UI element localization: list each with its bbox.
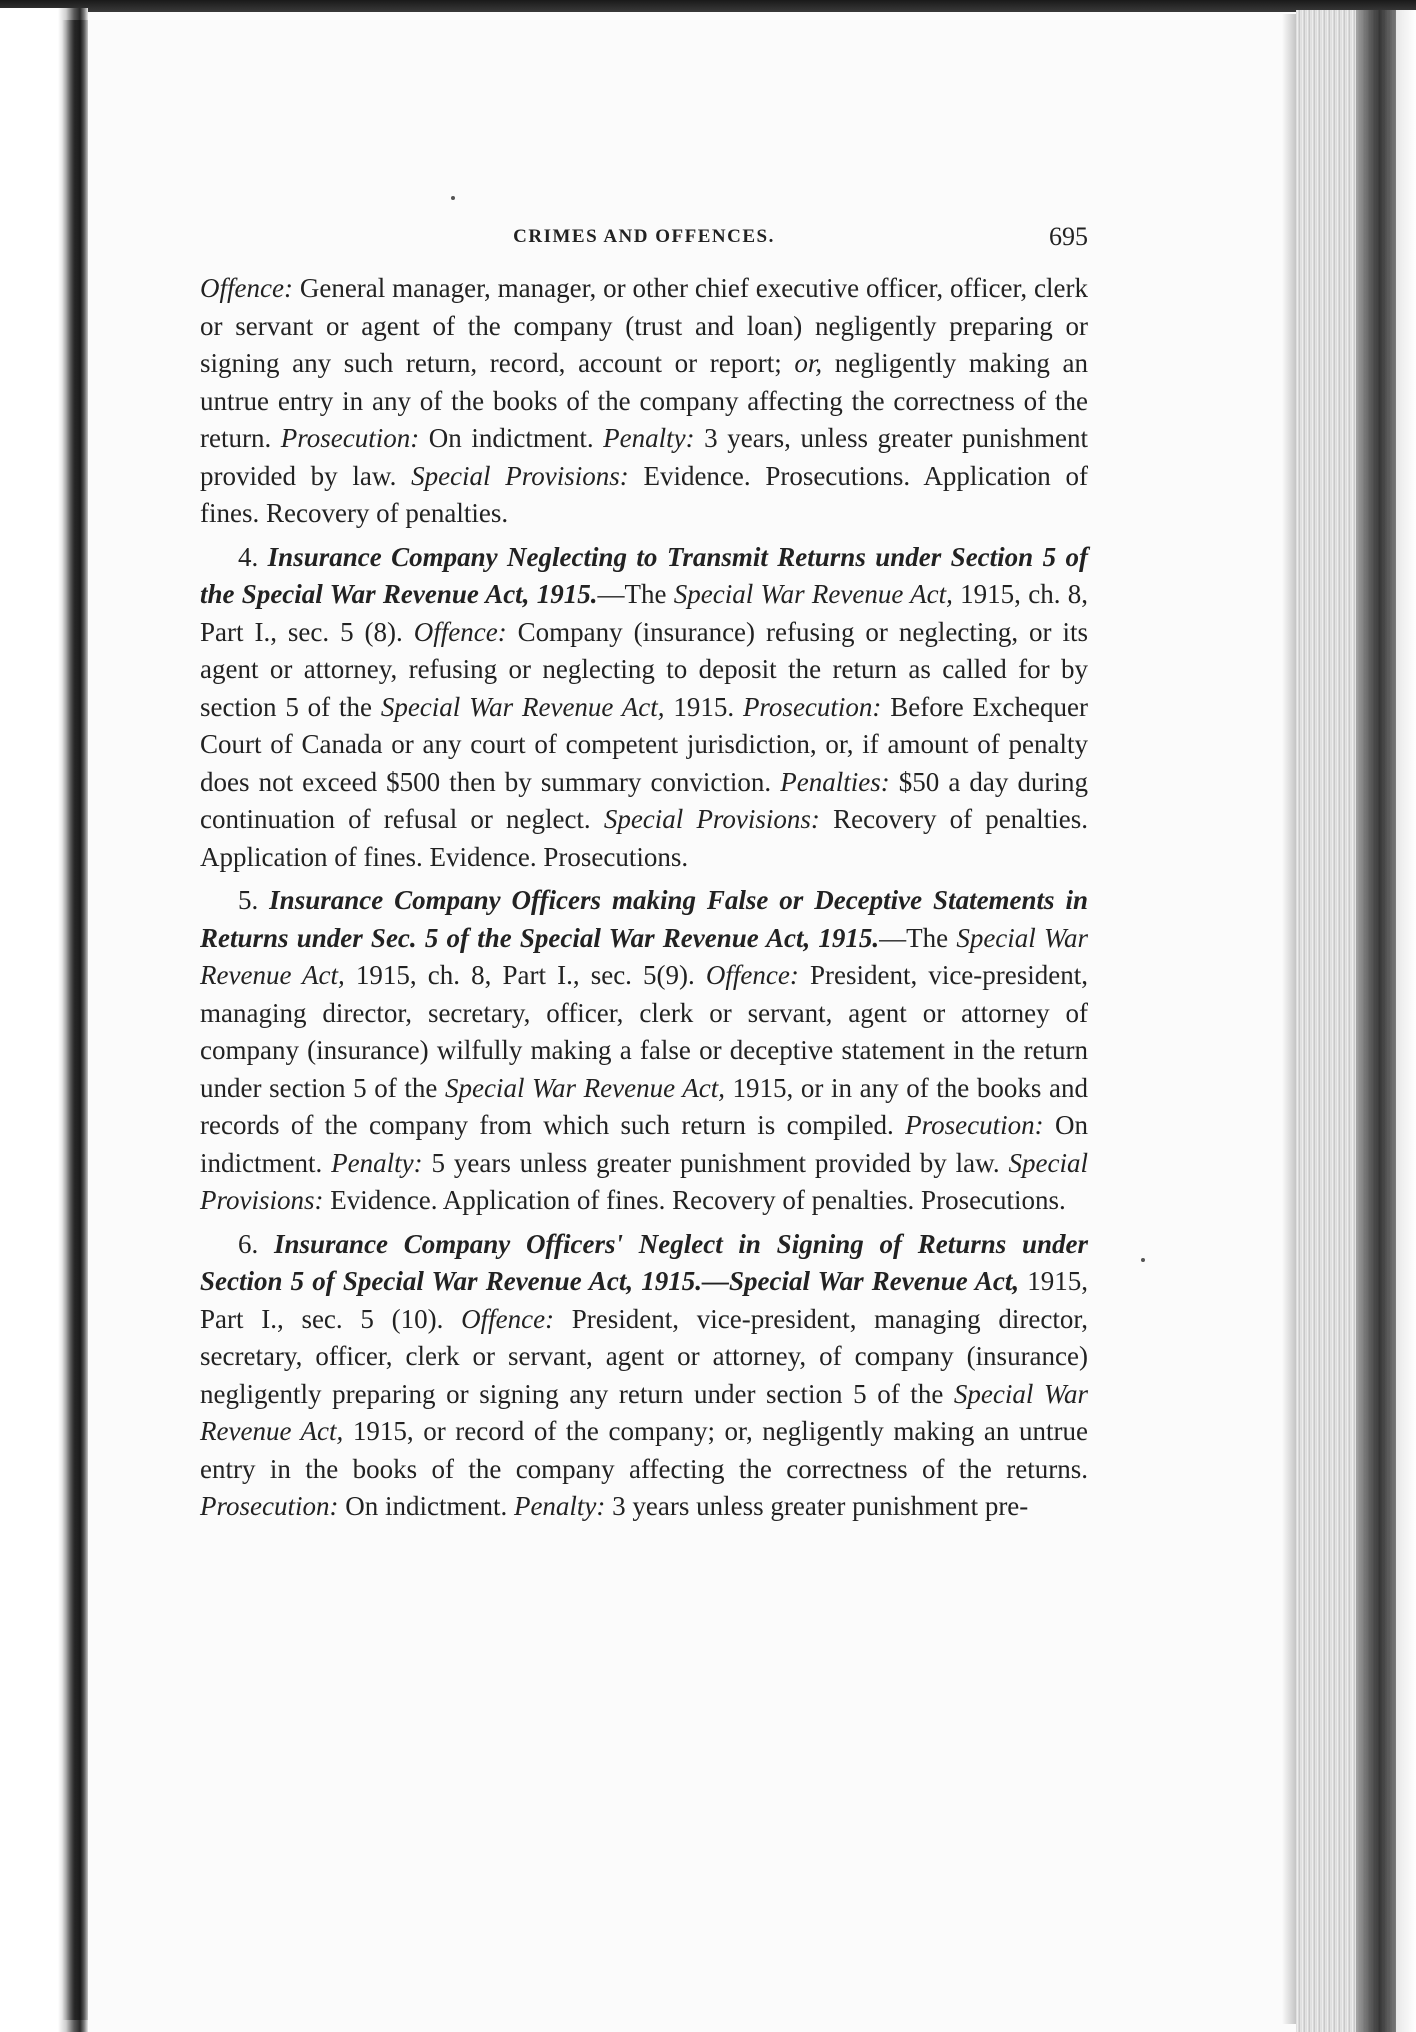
text-run: 1915, Part I., sec. 5 (10). xyxy=(200,1266,1088,1334)
running-head-title: CRIMES AND OFFENCES. xyxy=(513,226,775,247)
text-run: $50 a day during continuation of refusal or neglect. xyxy=(200,766,1088,834)
book-page xyxy=(200,220,1088,1526)
top-border xyxy=(0,0,1416,12)
text-run: General manager, manager, or other chief executive officer, officer, clerk or servant or agent of the company (trust and loan) negligently preparing or signing any such return, record, account or report; xyxy=(200,273,1088,378)
italic-text-run: Penalty: xyxy=(331,1147,423,1178)
text-run: 1915, or record of the company; or, negligently making an untrue entry in the books of the company affecting the correctness of the returns. xyxy=(200,1416,1088,1484)
text-run: 6. xyxy=(238,1228,274,1259)
text-run: President, vice-president, managing director, secretary, officer, clerk or servant, agent or attorney, of company (insurance) negligently preparing or signing any return under section 5 of the xyxy=(200,1303,1088,1409)
italic-text-run: Special Provisions: xyxy=(603,804,820,834)
gutter-shadow xyxy=(62,20,88,2020)
italic-text-run: Offence: xyxy=(705,960,799,990)
italic-text-run: Special Provisions: xyxy=(411,460,629,491)
italic-text-run: Prosecution: xyxy=(280,423,420,453)
text-run: 1915, ch. 8, Part I., sec. 5(9). xyxy=(344,960,706,990)
text-run: Company (insurance) refusing or neglecting, or its agent or attorney, refusing or neglecting to deposit the return as called for by section 5 of the xyxy=(200,616,1088,722)
text-run: 4. xyxy=(238,541,268,572)
italic-text-run: Special War Revenue Act, xyxy=(444,1072,725,1103)
text-run: 1915, ch. 8, Part I., sec. 5 (8). xyxy=(200,579,1088,647)
text-run: 3 years unless greater punishment pre- xyxy=(605,1491,1029,1521)
italic-text-run: Prosecution: xyxy=(742,691,882,722)
italic-text-run: Insurance Company Officers making False or Deceptive Statements in Returns under Sec. 5 of the Special War Revenue Act, 1915. xyxy=(200,885,1088,953)
italic-text-run: Special War Revenue Act, xyxy=(200,922,1088,990)
text-run: On indictment. xyxy=(419,423,604,453)
italic-text-run: Special War Revenue Act, xyxy=(673,579,953,609)
italic-text-run: Offence: xyxy=(461,1303,555,1334)
page-number: 695 xyxy=(1049,222,1088,251)
paragraph-continuation xyxy=(200,270,1088,533)
italic-text-run: Penalty: xyxy=(603,423,695,453)
text-run: Evidence. Prosecutions. Application of fines. Recovery of penalties. xyxy=(200,460,1088,528)
italic-text-run: Special War Revenue Act, xyxy=(380,691,665,722)
italic-text-run: or, xyxy=(794,348,823,378)
text-run: President, vice-president, managing director, secretary, officer, clerk or servant, agent or attorney of company (insurance) wilfully making a false or deceptive statement in the return under section 5 of the xyxy=(200,960,1089,1103)
text-run: 3 years, unless greater punishment provided by law. xyxy=(200,423,1088,491)
italic-text-run: Penalty: xyxy=(513,1491,606,1521)
text-run: —The xyxy=(879,922,957,953)
running-head xyxy=(200,220,1088,260)
text-run: 1915. xyxy=(664,691,743,722)
italic-text-run: Penalties: xyxy=(780,766,890,797)
italic-text-run: Special War Revenue Act, xyxy=(200,1378,1088,1446)
italic-text-run: Insurance Company Officers' Neglect in Signing of Returns under Section 5 of Special War Revenue Act, 1915.—Special War Revenue Act, xyxy=(200,1228,1089,1296)
text-run: Before Exchequer Court of Canada or any court of competent jurisdiction, or, if amount of penalty does not exceed $500 then by summary conviction. xyxy=(200,691,1088,797)
paragraph-section-5 xyxy=(200,882,1088,1220)
paragraph-section-4 xyxy=(200,539,1088,877)
outer-margin xyxy=(1396,10,1416,2032)
italic-text-run: Insurance Company Neglecting to Transmit Returns under Section 5 of the Special War Revenue Act, 1915. xyxy=(200,541,1089,609)
text-run: Recovery of penalties. Application of fines. Evidence. Prosecutions. xyxy=(200,804,1089,872)
text-run: On indictment. xyxy=(200,1110,1088,1178)
text-run: —The xyxy=(597,579,674,609)
speck xyxy=(1141,1258,1145,1262)
italic-text-run: Offence: xyxy=(200,273,293,303)
text-run: negligently making an untrue entry in any of the books of the company affecting the correctness of the return. xyxy=(200,348,1088,453)
italic-text-run: Prosecution: xyxy=(200,1491,339,1521)
paragraph-section-6 xyxy=(200,1226,1088,1526)
text-run: 5. xyxy=(238,885,270,915)
text-run: 1915, or in any of the books and records of the company from which such return is compiled. xyxy=(200,1072,1088,1140)
text-run: 5 years unless greater punishment provided by law. xyxy=(422,1147,1009,1178)
italic-text-run: Offence: xyxy=(413,616,507,647)
book-cover-edge xyxy=(1356,10,1396,2032)
italic-text-run: Prosecution: xyxy=(905,1110,1044,1140)
text-run: On indictment. xyxy=(338,1491,514,1521)
text-run: Evidence. Application of fines. Recovery of penalties. Prosecutions. xyxy=(323,1185,1066,1215)
speck xyxy=(451,196,455,200)
italic-text-run: Special Provisions: xyxy=(200,1147,1088,1215)
